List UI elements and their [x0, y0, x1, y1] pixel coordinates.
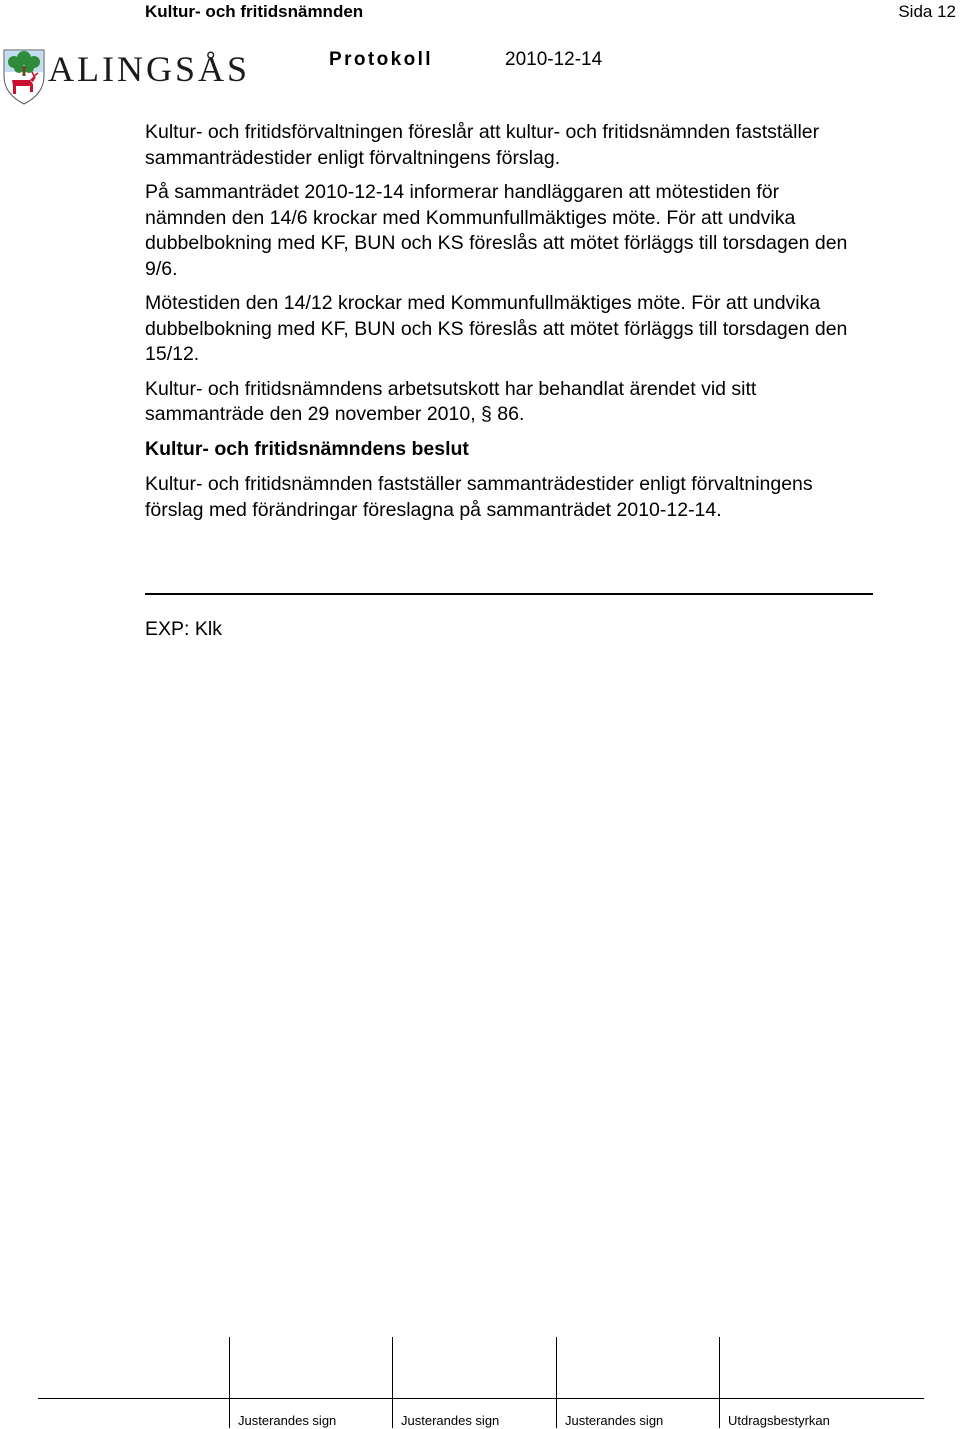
coat-of-arms-icon: [4, 50, 44, 104]
protocol-title: Protokoll: [329, 49, 433, 70]
certification-label: Utdragsbestyrkan: [728, 1413, 830, 1428]
paragraph-working-committee: Kultur- och fritidsnämndens arbetsutskott har behandlat ärendet vid sitt sammanträde den 29 november 2010, § 86.: [145, 377, 757, 425]
signature-label-1: Justerandes sign: [238, 1413, 337, 1428]
paragraph-december-meeting: Mötestiden den 14/12 krockar med Kommunfullmäktiges möte. För att undvika dubbelbokning med KF, BUN och KS föreslås att mötet förläggs till torsdagen den 15/12.: [145, 292, 848, 365]
page-number: Sida 12: [898, 2, 956, 21]
signature-label-3: Justerandes sign: [565, 1413, 664, 1428]
paragraph-decision: Kultur- och fritidsnämnden fastställer sammanträdestider enligt förvaltningens förslag med förändringar föreslagna på sammanträdet 2010-12-14.: [145, 473, 813, 521]
signature-divider: [556, 1337, 557, 1428]
document-body: [145, 120, 857, 532]
committee-name: Kultur- och fritidsnämnden: [145, 2, 364, 21]
expedition-note: EXP: Klk: [145, 618, 222, 640]
decision-heading: Kultur- och fritidsnämndens beslut: [145, 437, 469, 460]
protocol-date: 2010-12-14: [505, 49, 603, 70]
signature-divider: [719, 1337, 720, 1428]
section-divider: [145, 593, 873, 595]
signature-label-2: Justerandes sign: [401, 1413, 500, 1428]
paragraph-proposal: Kultur- och fritidsförvaltningen föreslår att kultur- och fritidsnämnden fastställer sammanträdestider enligt förvaltningens förslag.: [145, 121, 820, 169]
signature-divider: [229, 1337, 230, 1428]
signature-divider: [392, 1337, 393, 1428]
logo-wordmark: ALINGSÅS: [48, 49, 251, 89]
signature-line: [38, 1398, 924, 1399]
paragraph-meeting-info: På sammanträdet 2010-12-14 informerar handläggaren att mötestiden för nämnden den 14/6 krockar med Kommunfullmäktiges möte. För att undvika dubbelbokning med KF, BUN och KS föreslås att mötet förläggs till torsdagen den 9/6.: [145, 181, 848, 280]
